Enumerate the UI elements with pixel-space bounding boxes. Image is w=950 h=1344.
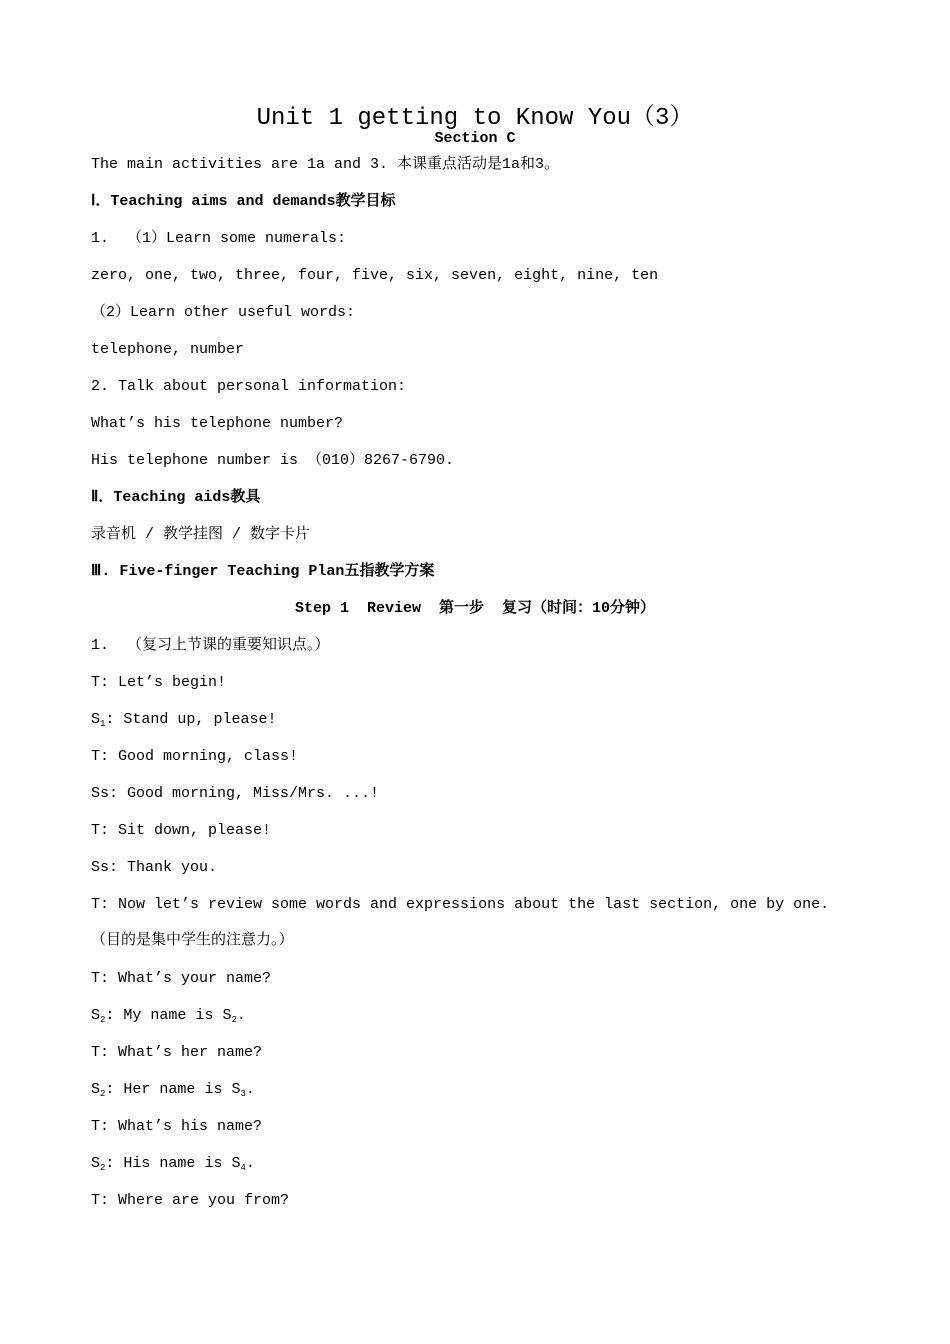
- example-answer: His telephone number is （010）8267-6790.: [91, 452, 455, 469]
- section-heading-aims: Ⅰ．Teaching aims and demands教学目标: [91, 193, 396, 210]
- dialogue-line: [91, 1154, 255, 1174]
- dialogue-text: : His name is S: [105, 1155, 241, 1172]
- dialogue-line: [91, 1080, 255, 1100]
- example-question: What’s his telephone number?: [91, 415, 344, 432]
- dialogue-line: T: Good morning, class!: [91, 748, 299, 765]
- speaker-subscript: 2: [100, 1015, 106, 1025]
- dialogue-text: : My name is S: [105, 1007, 232, 1024]
- dialogue-line: Ss: Good morning, Miss/Mrs. ...!: [91, 785, 380, 802]
- step-1-heading: Step 1 Review 第一步 复习（时间：10分钟）: [294, 600, 656, 617]
- dialogue-line: T: Sit down, please!: [91, 822, 272, 839]
- dialogue-text: : Stand up, please!: [105, 711, 277, 728]
- dialogue-line: [91, 1006, 246, 1026]
- page-subtitle: Section C: [434, 130, 516, 147]
- numerals-list: zero, one, two, three, four, five, six, seven, eight, nine, ten: [91, 267, 659, 284]
- name-subscript: 3: [240, 1089, 246, 1099]
- dialogue-line: T: Where are you from?: [91, 1192, 290, 1209]
- aim-1: 1. （1）Learn some numerals:: [91, 230, 347, 247]
- aim-1b: （2）Learn other useful words:: [91, 304, 356, 321]
- page-title: Unit 1 getting to Know You（3）: [256, 105, 694, 132]
- dialogue-note: （目的是集中学生的注意力。）: [91, 932, 294, 949]
- dialogue-line: Ss: Thank you.: [91, 859, 218, 876]
- dialogue-line: [91, 710, 276, 730]
- dialogue-end: .: [245, 1155, 255, 1172]
- dialogue-end: .: [245, 1081, 255, 1098]
- aim-2: 2. Talk about personal information:: [91, 378, 407, 395]
- review-note: 1. （复习上节课的重要知识点。）: [91, 637, 330, 654]
- name-subscript: 4: [240, 1163, 246, 1173]
- dialogue-line: T: Now let’s review some words and expressions about the last section, one by one.: [91, 896, 830, 913]
- speaker: S: [91, 1007, 101, 1024]
- dialogue-end: .: [236, 1007, 246, 1024]
- speaker: S: [91, 1081, 101, 1098]
- speaker: S: [91, 1155, 101, 1172]
- dialogue-line: T: Let’s begin!: [91, 674, 227, 691]
- dialogue-line: T: What’s her name?: [91, 1044, 263, 1061]
- speaker-subscript: 2: [100, 1089, 106, 1099]
- section-heading-aids: Ⅱ．Teaching aids教具: [91, 489, 261, 506]
- speaker: S: [91, 711, 101, 728]
- speaker-subscript: 1: [100, 719, 106, 729]
- section-heading-plan: Ⅲ. Five-finger Teaching Plan五指教学方案: [91, 563, 435, 580]
- aids-list: 录音机 / 教学挂图 / 数字卡片: [91, 526, 311, 543]
- dialogue-text: : Her name is S: [105, 1081, 241, 1098]
- dialogue-line: T: What’s his name?: [91, 1118, 263, 1135]
- dialogue-line: T: What’s your name?: [91, 970, 272, 987]
- useful-words: telephone, number: [91, 341, 245, 358]
- intro-text: The main activities are 1a and 3. 本课重点活动是1a和3。: [91, 156, 560, 173]
- speaker-subscript: 2: [100, 1163, 106, 1173]
- name-subscript: 2: [231, 1015, 237, 1025]
